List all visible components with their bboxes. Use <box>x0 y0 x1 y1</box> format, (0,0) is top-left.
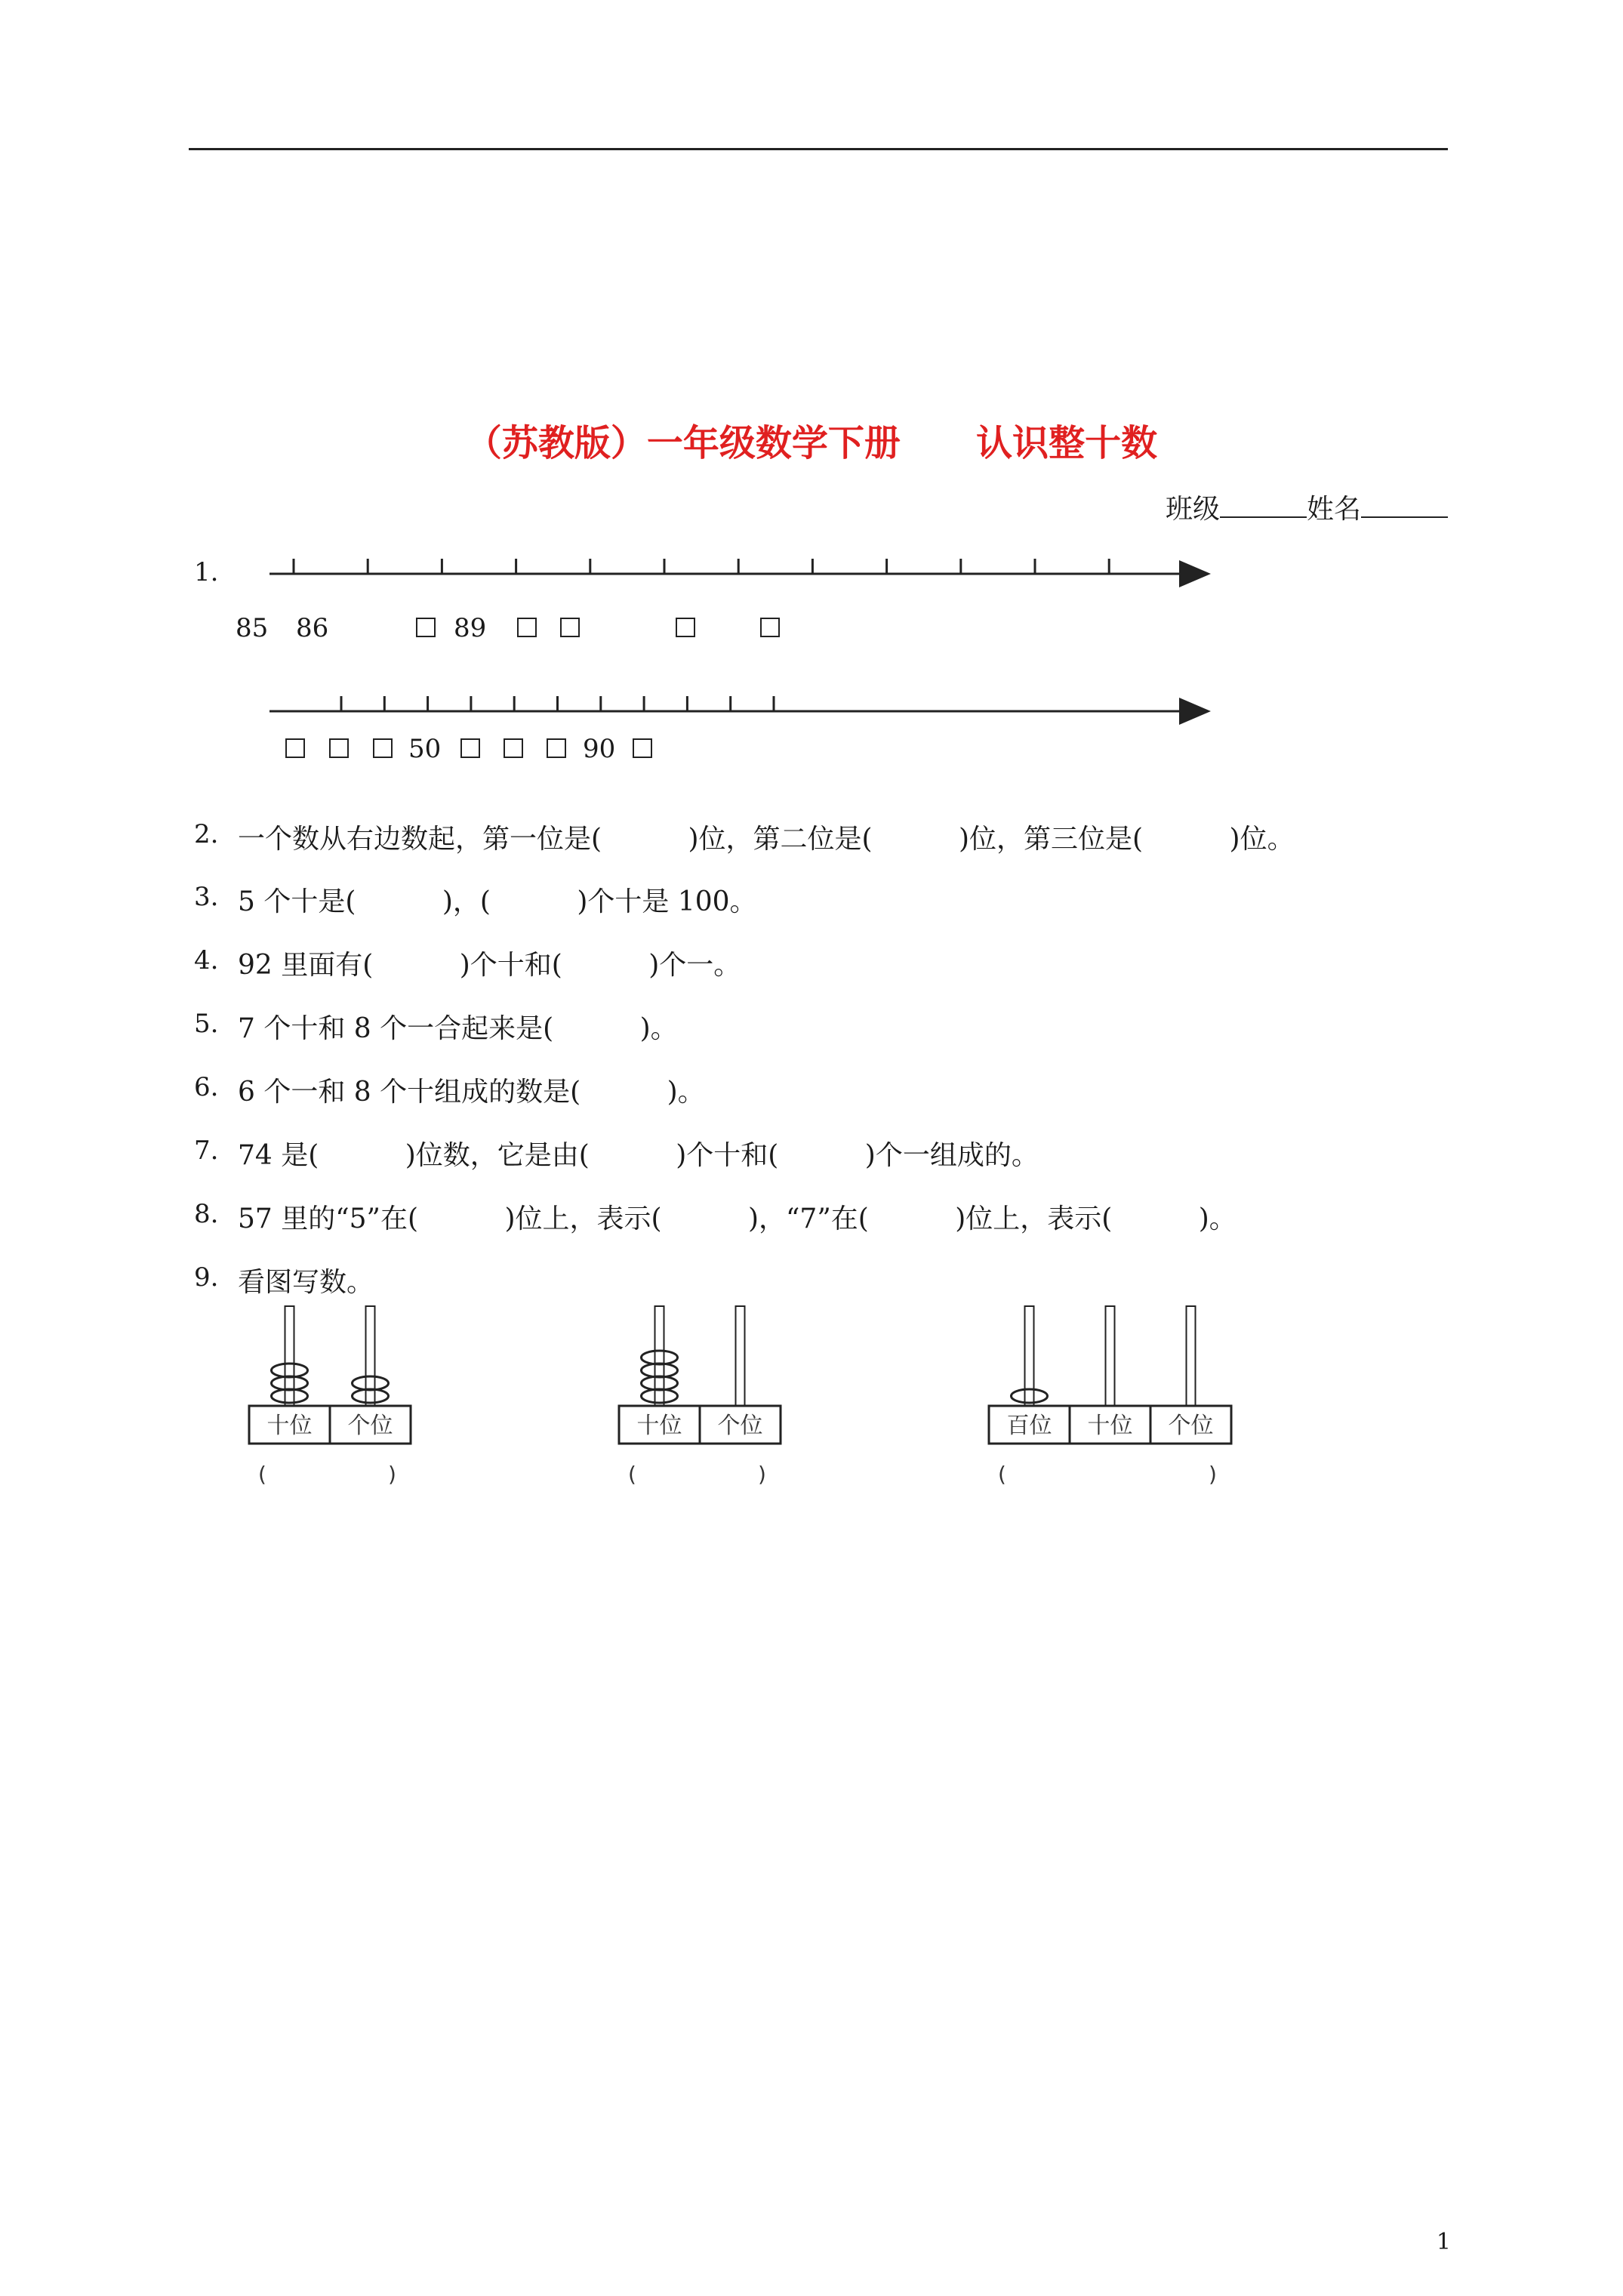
abacus-place-label: 十位 <box>636 1413 682 1439</box>
q5-text: 7 个十和 8 个一合起来是( )。 <box>238 1013 678 1044</box>
q7-text: 74 是( )位数，它是由( )个十和( )个一组成的。 <box>238 1140 1039 1171</box>
abacus-place-label: 个位 <box>347 1413 393 1439</box>
nl2-answer-box[interactable] <box>547 738 566 758</box>
answer-paren-close: ) <box>388 1462 396 1487</box>
q1-number: 1. <box>194 557 219 587</box>
nl2-label-90: 90 <box>583 734 616 764</box>
abacus-place-label: 十位 <box>1087 1413 1133 1439</box>
q4-text: 92 里面有( )个十和( )个一。 <box>238 950 741 981</box>
answer-paren-open: ( <box>258 1462 266 1487</box>
abacus-place-label: 百位 <box>1006 1413 1052 1439</box>
nl2-answer-box[interactable] <box>633 738 652 758</box>
answer-paren-open: ( <box>628 1462 636 1487</box>
name-label: 姓名 <box>1306 494 1361 525</box>
class-label: 班级 <box>1165 494 1220 525</box>
nl1-answer-box[interactable] <box>517 618 537 637</box>
abacus-place-label: 十位 <box>266 1413 313 1439</box>
nl1-answer-box[interactable] <box>416 618 436 637</box>
abacus-figure-3 <box>989 1306 1231 1487</box>
q7-number: 7. <box>194 1136 219 1166</box>
answer-paren-close: ) <box>758 1462 766 1487</box>
q5-number: 5. <box>194 1009 219 1039</box>
nl2-answer-box[interactable] <box>504 738 523 758</box>
nl1-label-85: 85 <box>236 613 269 643</box>
nl1-label-89: 89 <box>454 613 487 643</box>
nl1-answer-box[interactable] <box>676 618 695 637</box>
q2-number: 2. <box>194 819 219 849</box>
q2-text: 一个数从右边数起，第一位是( )位，第二位是( )位，第三位是( )位。 <box>238 824 1295 855</box>
nl2-answer-box[interactable] <box>460 738 480 758</box>
nl1-label-86: 86 <box>296 613 329 643</box>
q8-number: 8. <box>194 1199 219 1229</box>
q6-number: 6. <box>194 1072 219 1102</box>
abacus-rod <box>1187 1306 1196 1406</box>
q6-text: 6 个一和 8 个十组成的数是( )。 <box>238 1077 705 1108</box>
nl2-answer-box[interactable] <box>373 738 393 758</box>
number-line-2 <box>269 696 1206 711</box>
number-lines <box>0 0 1623 831</box>
q9-text: 看图写数。 <box>238 1267 374 1298</box>
q3-number: 3. <box>194 882 219 912</box>
q3-text: 5 个十是( )，( )个十是 100。 <box>238 886 757 917</box>
nl2-label-50: 50 <box>408 734 442 764</box>
abacus-figure-1 <box>249 1306 411 1487</box>
abacus-figure-2 <box>619 1306 781 1487</box>
q8-text: 57 里的“5”在( )位上，表示( )，“7”在( )位上，表示( )。 <box>238 1203 1236 1234</box>
abacus-rod <box>736 1306 745 1406</box>
nl2-answer-box[interactable] <box>329 738 349 758</box>
number-line-1 <box>269 559 1206 574</box>
q9-number: 9. <box>194 1262 219 1293</box>
abacus-figures <box>0 1284 1623 1502</box>
abacus-rod <box>1025 1306 1034 1406</box>
q4-number: 4. <box>194 945 219 975</box>
worksheet-title: （苏教版）一年级数学下册 认识整十数 <box>465 422 1158 464</box>
page-number: 1 <box>1436 2229 1451 2255</box>
abacus-rod <box>1106 1306 1115 1406</box>
abacus-place-label: 个位 <box>1168 1413 1214 1439</box>
nl2-answer-box[interactable] <box>285 738 305 758</box>
answer-paren-close: ) <box>1209 1462 1217 1487</box>
nl1-answer-box[interactable] <box>560 618 580 637</box>
answer-paren-open: ( <box>998 1462 1006 1487</box>
nl1-answer-box[interactable] <box>760 618 780 637</box>
abacus-place-label: 个位 <box>717 1413 763 1439</box>
